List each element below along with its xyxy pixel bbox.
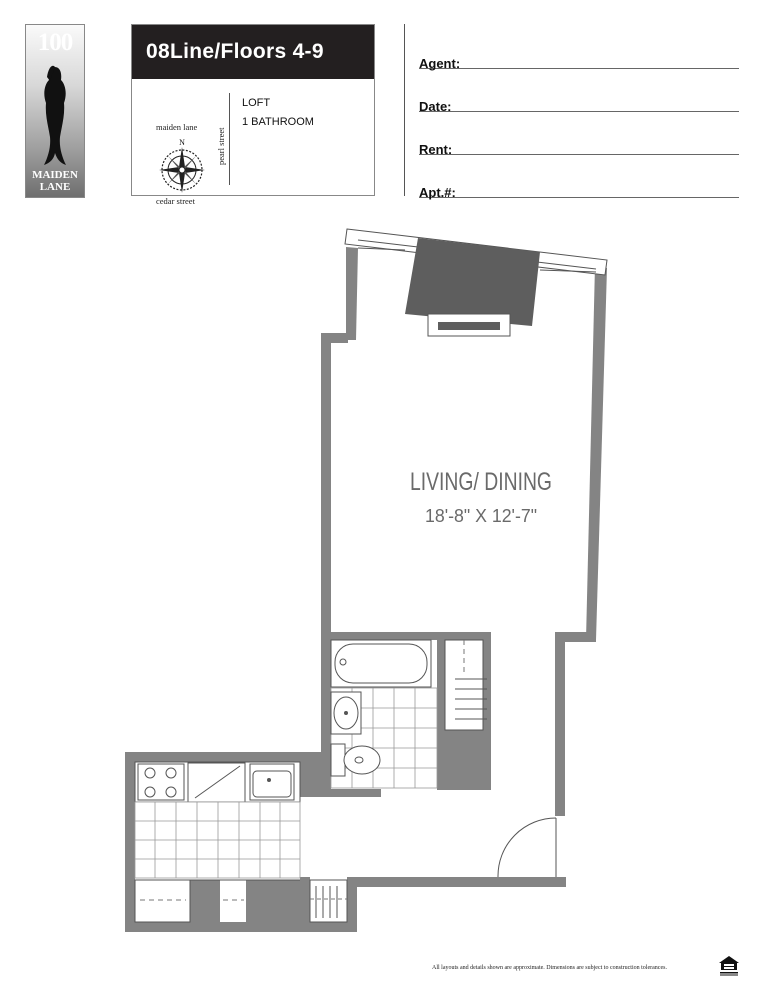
unit-title: 08Line/Floors 4-9: [132, 25, 374, 79]
room-name: LIVING/ DINING: [410, 468, 552, 496]
compass-north-label: N: [179, 138, 185, 147]
room-dimensions: 18'-8" X 12'-7": [425, 506, 537, 526]
street-label-top: maiden lane: [156, 122, 198, 132]
linen-closet: [310, 880, 347, 922]
logo-number: 100: [37, 29, 73, 56]
street-label-right: pearl street: [216, 127, 226, 165]
unit-type: LOFT: [242, 97, 271, 109]
entry-door: [498, 818, 556, 877]
rent-label: Rent:: [419, 142, 453, 157]
bathtub: [331, 640, 431, 687]
agent-label: Agent:: [419, 56, 461, 71]
equal-housing-icon: [718, 955, 740, 977]
closet: [445, 640, 487, 730]
unit-bathrooms: 1 BATHROOM: [242, 116, 314, 128]
window-balcony: [345, 229, 607, 336]
apt-label: Apt.#:: [419, 185, 456, 200]
logo-line-1: MAIDEN: [32, 169, 78, 181]
date-label: Date:: [419, 99, 452, 114]
logo-line-2: LANE: [39, 181, 71, 193]
street-label-bottom: cedar street: [156, 196, 195, 206]
disclaimer-text: All layouts and details shown are approximate. Dimensions are subject to construction tolerances.: [432, 965, 667, 971]
